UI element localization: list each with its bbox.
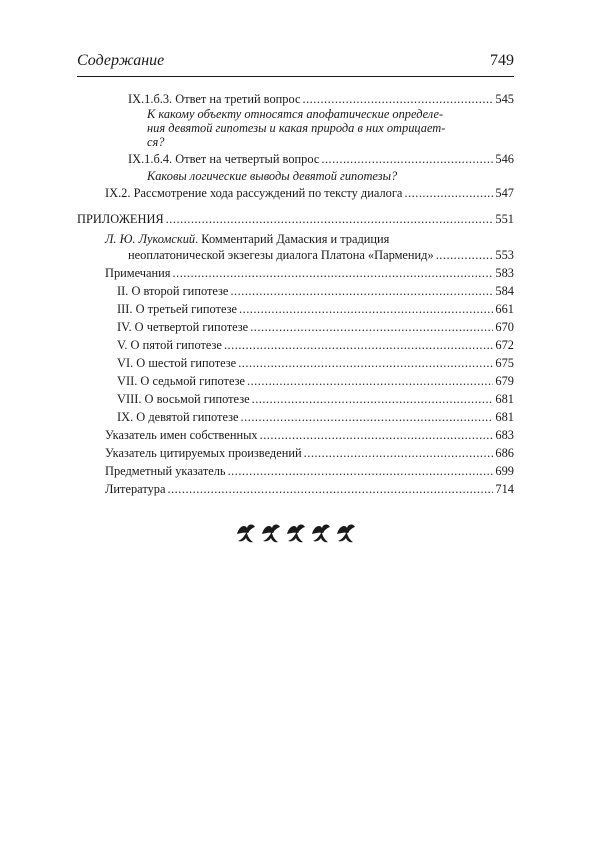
toc-entry[interactable]: [105, 463, 514, 479]
leader-dots: [436, 247, 494, 263]
toc-entry-label: III. О третьей гипотезе: [117, 302, 238, 316]
running-title: Содержание: [77, 52, 165, 69]
page-number: 749: [490, 52, 514, 69]
toc-entry-title-line: . Комментарий Дамаския и традиция: [195, 232, 390, 246]
toc-entry-subtitle: ния девятой гипотезы и какая природа в них отрицает-: [147, 121, 446, 135]
toc-entry[interactable]: [105, 445, 514, 461]
toc-entry-page: 714: [495, 482, 514, 496]
toc-entry-label: Предметный указатель: [105, 464, 226, 478]
toc-entry[interactable]: [117, 409, 514, 425]
toc-entry[interactable]: [128, 91, 514, 107]
leader-dots: [230, 283, 493, 299]
toc-entry-page: 686: [495, 446, 514, 460]
toc-entry[interactable]: [117, 355, 514, 371]
leader-dots: [302, 91, 493, 107]
leader-dots: [247, 373, 493, 389]
toc-entry-page: 545: [495, 92, 514, 106]
leader-dots: [173, 265, 494, 281]
toc-entry-page: 546: [495, 152, 514, 166]
leader-dots: [252, 391, 494, 407]
toc-entry-label: Указатель имен собственных: [105, 428, 258, 442]
toc-entry-label: II. О второй гипотезе: [117, 284, 229, 298]
toc-entry-page: 547: [495, 186, 514, 200]
toc-entry-page: 553: [495, 248, 514, 262]
toc-entry-label: неоплатонической экзегезы диалога Платона «Парменид»: [128, 248, 434, 262]
toc-entry-author: Л. Ю. Лукомский: [105, 232, 196, 246]
leader-dots: [239, 301, 493, 317]
toc-entry-label: IX. О девятой гипотезе: [117, 410, 239, 424]
toc-entry-page: 551: [495, 212, 514, 226]
toc-entry-label: IX.1.б.3. Ответ на третий вопрос: [128, 92, 301, 106]
leader-dots: [321, 151, 493, 167]
toc-entry-page: 681: [495, 392, 514, 406]
leader-dots: [238, 355, 493, 371]
leader-dots: [167, 481, 493, 497]
toc-entry-label: Литература: [105, 482, 166, 496]
toc-entry-label: IV. О четвертой гипотезе: [117, 320, 249, 334]
toc-entry-label: VI. О шестой гипотезе: [117, 356, 237, 370]
toc-entry-page: 661: [495, 302, 514, 316]
floral-ornament-icon: [231, 520, 361, 546]
toc-entry[interactable]: [117, 337, 514, 353]
leader-dots: [228, 463, 494, 479]
toc-entry[interactable]: [117, 319, 514, 335]
toc-entry[interactable]: [128, 151, 514, 167]
leader-dots: [260, 427, 494, 443]
leader-dots: [250, 319, 493, 335]
toc-entry[interactable]: [105, 481, 514, 497]
toc-entry[interactable]: [117, 391, 514, 407]
toc-entry[interactable]: [117, 283, 514, 299]
toc-entry-label: V. О пятой гипотезе: [117, 338, 222, 352]
toc-entry[interactable]: [105, 427, 514, 443]
toc-entry-page: 670: [495, 320, 514, 334]
leader-dots: [304, 445, 494, 461]
leader-dots: [224, 337, 493, 353]
leader-dots: [404, 185, 493, 201]
toc-section-label: ПРИЛОЖЕНИЯ: [77, 212, 164, 226]
running-header: [77, 52, 514, 74]
toc-entry-subtitle: ся?: [147, 135, 165, 149]
toc-entry-first-line: [105, 231, 389, 247]
toc-entry-label: VIII. О восьмой гипотезе: [117, 392, 250, 406]
toc-entry-page: 584: [495, 284, 514, 298]
toc-entry-label: IX.2. Рассмотрение хода рассуждений по тексту диалога: [105, 186, 403, 200]
toc-entry-page: 583: [495, 266, 514, 280]
floral-ornament: [0, 520, 591, 551]
leader-dots: [241, 409, 494, 425]
toc-entry-page: 683: [495, 428, 514, 442]
toc-entry-page: 681: [495, 410, 514, 424]
leader-dots: [166, 211, 494, 227]
toc-entry[interactable]: [117, 373, 514, 389]
toc-entry[interactable]: [117, 301, 514, 317]
toc-entry[interactable]: [105, 185, 514, 201]
toc-entry-label: Указатель цитируемых произведений: [105, 446, 302, 460]
toc-entry-label: VII. О седьмой гипотезе: [117, 374, 245, 388]
toc-entry-label: IX.1.б.4. Ответ на четвертый вопрос: [128, 152, 320, 166]
toc-entry-page: 679: [495, 374, 514, 388]
toc-entry-page: 699: [495, 464, 514, 478]
toc-entry-subtitle: Каковы логические выводы девятой гипотезы?: [147, 169, 398, 183]
header-rule: [77, 76, 514, 77]
toc-entry[interactable]: [105, 265, 514, 281]
toc-entry-subtitle: К какому объекту относятся апофатические определе-: [147, 107, 444, 121]
toc-entry[interactable]: [128, 247, 514, 263]
toc-section[interactable]: [77, 211, 514, 227]
toc-entry-label: Примечания: [105, 266, 171, 280]
toc-entry-page: 672: [495, 338, 514, 352]
toc-entry-page: 675: [495, 356, 514, 370]
